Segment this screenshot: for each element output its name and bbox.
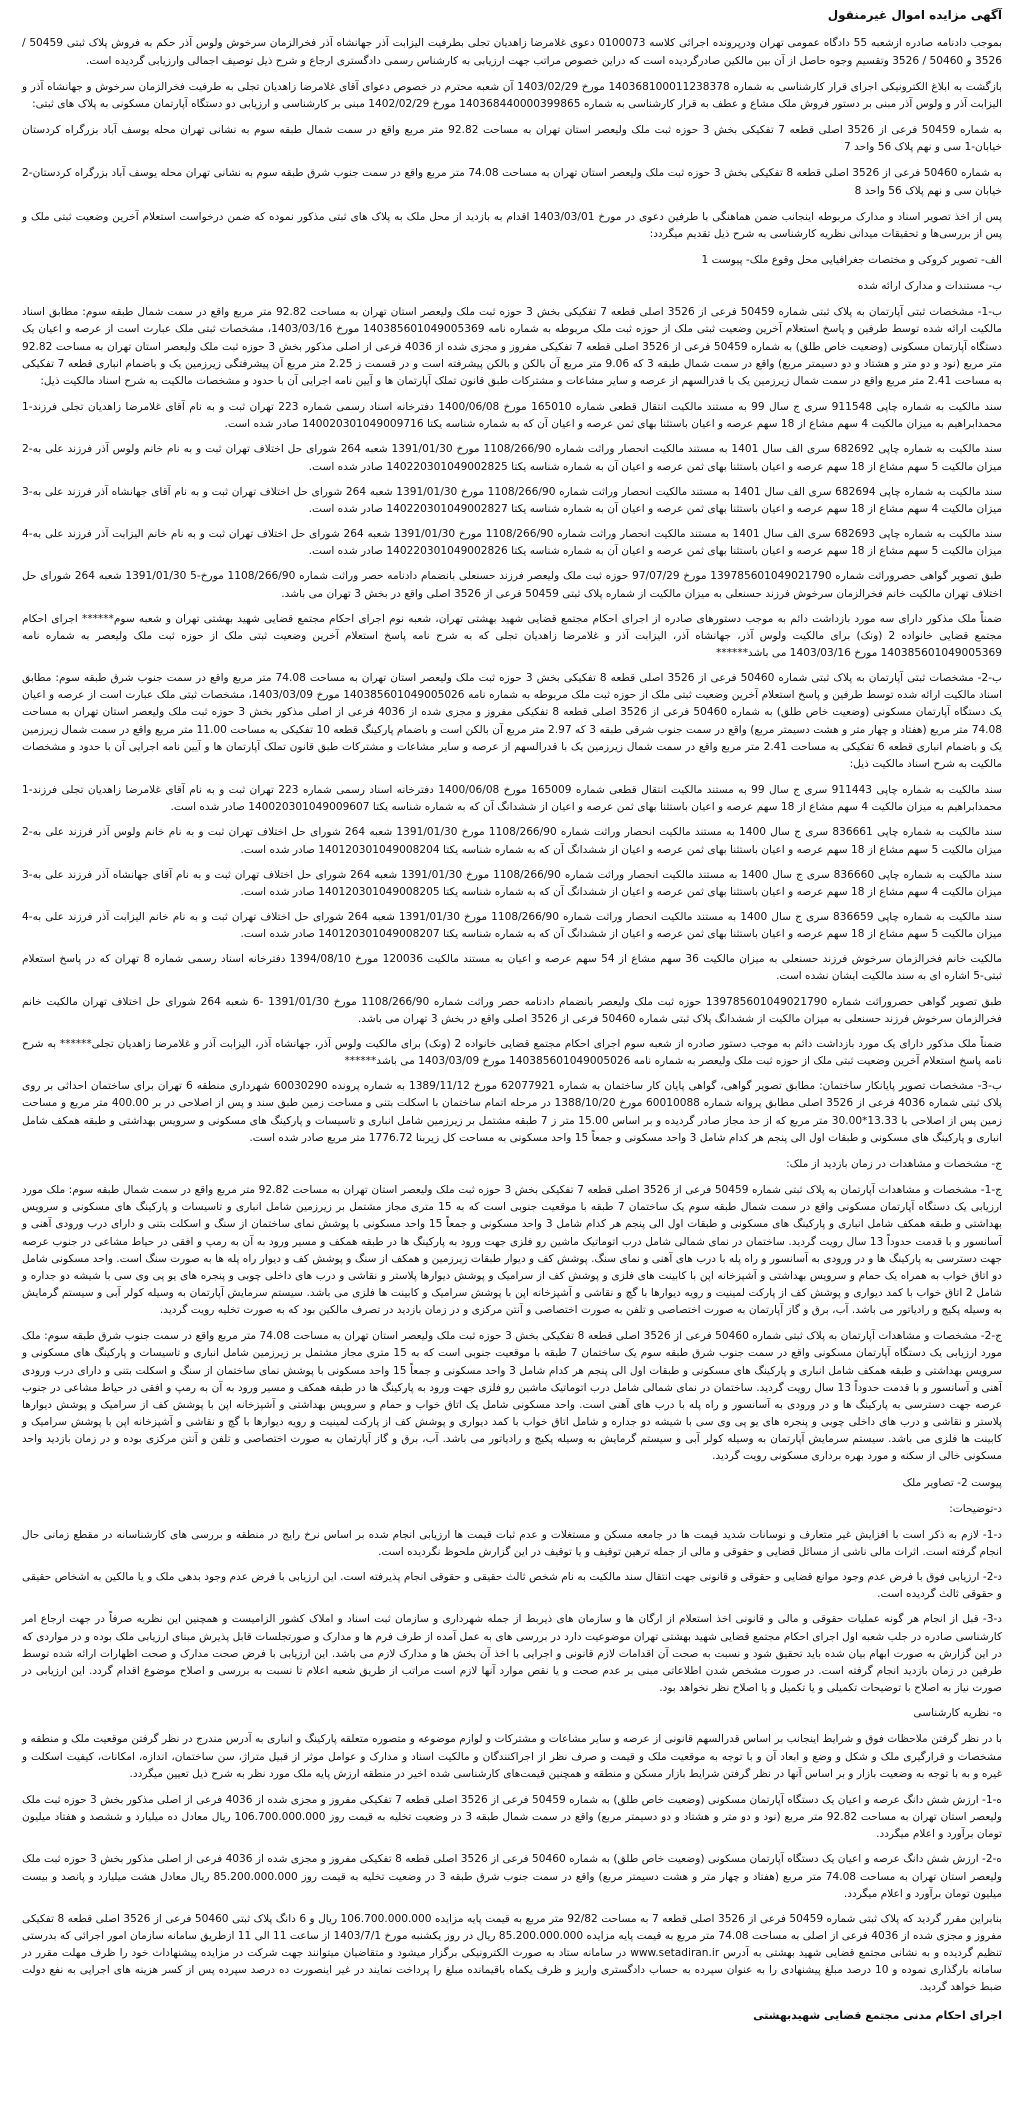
section-alef-heading: الف- تصویر کروکی و مختصات جغرافیایی محل وقوع ملک- پیوست 1: [701, 254, 1002, 266]
intro-paragraph: بازگشت به ابلاغ الکترونیکی اجرای قرار کارشناسی به شماره 140368100011238378 مورخ 1403/02/29 آن شعبه محترم در خصوص دعوای آقای غلامرضا زاهدیان تجلی به طرفیت فخرالزمان سرخوش و جهانشاه آذر و الیزابت آذر و ولوس آذر مبنی بر دستور فروش ملک مشاع و عطف به قرار کارشناسی به شماره 140368440000399865 مورخ 1402/02/29 مبنی بر کارشناسی و ارزیابی دو دستگاه آپارتمان مسکونی به پلاک های ثبتی:: [22, 80, 1002, 110]
section-dal-heading: د-توضیحات:: [949, 1502, 1002, 1515]
valuation-item: ه-2- ارزش شش دانگ عرصه و اعیان یک دستگاه آپارتمان مسکونی (وضعیت خاص طلق) به شماره 50460 فرعی از 3526 اصلی قطعه 8 تفکیکی مفروز و مجزی شده از 4036 فرعی از اصلی مذکور بخش 3 حوزه ثبت ملک ولیعصر استان تهران به مساحت 74.08 متر مربع (هفتاد و چهار متر و هشت دسیمتر مربع) واقع در سمت جنوب شرق طبقه 3 در وضعیت تخلیه به قیمت روز 85.200.000.000 ریال معادل هشت میلیارد و پانصد و بیست میلیون تومان برآورد و اعلام میگردد.: [22, 1853, 1002, 1900]
attachment-2-label: پیوست 2- تصاویر ملک: [902, 1476, 1002, 1489]
property2-seizure-note: ضمناً ملک مذکور دارای یک مورد بازداشت دائم به موجب دستور صادره از شعبه سوم اجرای احکام مجتمع قضایی خانواده 2 (ونک) برای مالکیت ولوس آذر، جهانشاه آذر، الیزابت آذر و غلامرضا زاهدیان تجلی****** به شرح نامه پاسخ استعلام آخرین وضعیت ثبتی ملک از حوزه ثبت ملک ولیعصر به شماره نامه 140385601049005026 مورخ 1403/03/09 می باشد******: [22, 1037, 1002, 1068]
intro-paragraph: به شماره 50460 فرعی از 3526 اصلی قطعه 8 تفکیکی بخش 3 حوزه ثبت ملک ولیعصر استان تهران به مساحت 74.08 متر مربع واقع در سمت جنوب شرق طبقه سوم به نشانی تهران محله یوسف آباد بزرگراه کردستان-2 خیابان سی و نهم پلاک 56 واحد 8: [22, 167, 1002, 197]
property1-observations: ج-1- مشخصات و مشاهدات آپارتمان به پلاک ثبتی شماره 50459 فرعی از 3526 اصلی قطعه 7 تفکیکی بخش 3 حوزه ثبت ملک ولیعصر استان تهران به مساحت 92.82 متر مربع واقع در سمت شمال طبقه سوم: ملک مورد ارزیابی یک دستگاه آپارتمان مسکونی واقع در سمت شمال طبقه سوم یک ساختمان 7 طبقه با موقعیت جنوبی است که به 15 متری مجاز مشتمل بر زیرزمین شامل انباری و تاسیسات و پارکینگ های مسکونی و سرویس بهداشتی و طبقه همکف شامل انباری و پارکینگ های مسکونی و طبقات اول الی پنجم هر کدام شامل 3 واحد مسکونی و جمعاً 15 واحد مسکونی با پوشش نمای ساختمان از سنگ و اسکلت بتنی و دارای درب ورودی آهنی و آسانسور و با قدمت حدوداً 13 سال رویت گردید. ساختمان در نمای شمالی شامل درب اتوماتیک ماشین رو فلزی جهت ورود به پارکینگ ها در طبقه همکف و مسیر ورود به آن به رمپ و افقی در حیاط مشاعی در جنوب عرصه جهت دسترسی به پارکینگ ها و در ورودی به آسانسور و راه پله با درب های آهنی و نمای سنگ. پوشش کف و دیوار طبقات زیرزمین و همکف از سنگ و پوشش کف و دیوار راه پله ها به صورت سنگ است. واحد مسکونی شامل دو اتاق خواب به همراه یک حمام و سرویس بهداشتی و آشپزخانه اپن با کابینت های فلزی و پوشش کف از سرامیک و پوشش دیوارها پلاستر و نقاشی و درب های داخلی چوبی و پنجره های یو پی وی سی با شیشه دو جداره و شامل 2 اتاق خواب با کمد دیواری و پوشش کف از پارکت لمینیت و رویه دیوارها با گچ و نقاشی و آشپزخانه اپن با پوشش سرامیک و کابینت ها فلزی می باشد. سیستم سرمایش آپارتمان به وسیله کولر آبی و سیستم گرمایش به وسیله پکیج و رادیاتور می باشد. آب، برق و گاز آپارتمان به صورت اختصاصی و تلفن به صورت اختصاصی و آنتن مرکزی و در زمان بازدید در تصرف مالکین بود که به صورت تخلیه رویت گردید.: [22, 1184, 1003, 1317]
page-title: آگهی مزایده اموال غیرمنقول: [827, 8, 1002, 22]
property1-registration-details: ب-1- مشخصات ثبتی آپارتمان به پلاک ثبتی شماره 50459 فرعی از 3526 اصلی قطعه 7 تفکیکی بخش 3 حوزه ثبت ملک ولیعصر استان تهران به مساحت 92.82 متر مربع واقع در سمت شمال طبقه سوم: مطابق اسناد مالکیت ارائه شده توسط طرفین و پاسخ استعلام آخرین وضعیت ثبتی ملک از حوزه ثبت ملک مربوطه به شماره نامه 140385601049005369 مورخ 1403/03/16، مشخصات ثبتی ملک عبارت است از عرصه و اعیان یک دستگاه آپارتمان مسکونی (وضعیت خاص طلق) به شماره 50459 فرعی از 3526 اصلی قطعه 7 تفکیکی مفروز و مجزی شده از 4036 فرعی از اصلی مذکور بخش 3 حوزه ثبت ملک ولیعصر استان تهران به مساحت 92.82 متر مربع (نود و دو متر و هشتاد و دو دسیمتر مربع) واقع در سمت شمال طبقه 3 که 9.06 متر مربع آن بالکن و بالکن پیشرفته است و در قسمت ز 2.25 متر مربع آن پیشرفتگی زیرزمین یک و باضمام انباری قطعه 7 تفکیکی به مساحت 2.41 متر مربع واقع در سمت شمال زیرزمین یک با قدرالسهم از عرصه و سایر مشاعات و مشترکات طبق قانون تملک آپارتمان ها و آیین نامه اجرایی آن با حدود و مشخصات مالکیت به شرح اسناد مالکیت ذیل:: [22, 306, 1003, 387]
issuing-authority: اجرای احکام مدنی مجتمع قضایی شهیدبهشتی: [753, 2008, 1002, 2022]
auction-conditions: بنابراین مقرر گردید که پلاک ثبتی شماره 50459 فرعی از 3526 اصلی قطعه 7 به مساحت 92/82 متر مربع به قیمت پایه مزایده 106.700.000.000 ریال و 6 دانگ پلاک ثبتی 50460 فرعی از 3526 اصلی قطعه 8 تفکیکی مفروز و مجزی شده از 4036 فرعی از اصلی به مساحت 74.08 متر مربع به قیمت پایه مزایده 85.200.000.000 ریال در روز یکشنبه مورخ 1403/7/1 از ساعت 11 الی 11 ازطریق سامانه سازمان امور اجرائی که بدرستی تنظیم گردیده و به نشانی مجتمع قضایی شهید بهشتی به آدرس www.setadiran.ir در سامانه ستاد به صورت الکترونیکی برگزار میشود و متقاضیان میتوانند جهت شرکت در مزایده پیشنهادات خود را ظرف مهلت مقرر در سامانه بارگذاری نموده و 10 درصد مبلغ پیشنهادی را به عنوان سپرده به حساب دادگستری واریز و ظرف یکماه باقیمانده مبلغ را پرداخت نمایند در غیر اینصورت ده درصد سپرده پس از کسر هزینه های اجرایی به نفع دولت ضبط خواهد گردید.: [22, 1912, 1002, 1994]
property1-deed-item: سند مالکیت به شماره چاپی 682693 سری الف سال 1401 به مستند مالکیت انحصار وراثت شماره 1108/266/90 مورخ 1391/01/30 شعبه 264 شورای حل اختلاف تهران ثبت و به نام خانم الیزابت آذر فرزند علی به-4 میزان مالکیت 5 سهم مشاع از 18 سهم عرصه و اعیان باستثنا بهای ثمن عرصه و اعیان آن به شماره شناسه یکتا 140220301049002826 صادر شده است.: [22, 528, 1002, 558]
property1-deed-item: طبق تصویر گواهی حصروراثت شماره 139785601049021790 مورخ 97/07/29 حوزه ثبت ملک ولیعصر فرزند حسنعلی بانضمام دادنامه حصر وراثت شماره 1108/266/90 مورخ-5 1391/01/30 شعبه 264 شورای حل اختلاف تهران مالکیت خانم فخرالزمان سرخوش فرزند حسنعلی به میزان مالکیت از شماره پلاک ثبتی 50459 فرعی از 3526 اصلی واقع در بخش 3 تهران می باشد.: [22, 570, 1002, 600]
property2-deed-item: سند مالکیت به شماره چاپی 911443 سری ج سال 99 به مستند مالکیت انتقال قطعی شماره 165009 مورخ 1400/06/08 دفترخانه اسناد رسمی شماره 223 تهران ثبت و به نام آقای غلامرضا زاهدیان تجلی فرزند-1 محمدابراهیم به میزان مالکیت 4 سهم مشاع از 18 سهم عرصه و اعیان باستثنا بهای ثمن عرصه و اعیان از ششدانگ آن که به شماره شناسه یکتا 140020301049009607 صادر شده است.: [22, 784, 1003, 814]
property2-registration-details: ب-2- مشخصات ثبتی آپارتمان به پلاک ثبتی شماره 50460 فرعی از 3526 اصلی قطعه 8 تفکیکی بخش 3 حوزه ثبت ملک ولیعصر استان تهران به مساحت 74.08 متر مربع واقع در سمت جنوب شرق طبقه سوم: مطابق اسناد مالکیت ارائه شده توسط طرفین و پاسخ استعلام آخرین وضعیت ثبتی ملک از حوزه ثبت ملک مربوطه به شماره نامه 140385601049005026 مورخ 1403/03/09، مشخصات ثبتی ملک عبارت است از عرصه و اعیان یک دستگاه آپارتمان مسکونی (وضعیت خاص طلق) به شماره 50460 فرعی از 3526 اصلی قطعه 8 تفکیکی مفروز و مجزی شده از 4036 فرعی از اصلی مذکور بخش 3 حوزه ثبت ملک ولیعصر استان تهران به مساحت 74.08 متر مربع (هفتاد و چهار متر و هشت دسیمتر مربع) واقع در سمت جنوب شرقی طبقه 3 که 2.97 متر مربع آن بالکن است و باضمام پارکینگ قطعه 10 تفکیکی به مساحت 11.00 متر مربع واقع در سمت شمال زیرزمین یک و باضمام انباری قطعه 6 تفکیکی به مساحت 2.41 متر مربع واقع در سمت شمال زیرزمین یک با قدرالسهم از عرصه و سایر مشاعات و مشترکات طبق قانون تملک آپارتمان ها و آیین نامه اجرایی آن با حدود و مشخصات مالکیت به شرح اسناد مالکیت ذیل:: [22, 672, 1003, 770]
intro-paragraph: بموجب دادنامه صادره ازشعبه 55 دادگاه عمومی تهران ودرپرونده اجرائی کلاسه 0100073 دعوی غلامرضا زاهدیان تجلی بطرفیت الیزابت آذر جهانشاه آذر فخرالزمان سرخوش ولوس آذر حکم به فروش پلاک ثبتی 50459 / 3526 و 50460 / 3526 وتقسیم وجوه حاصل از آن بین مالکین صادرگردیده است که دراین خصوص مراتب جهت ارزیابی به کارشناس رسمی دادگستری ارجاع و شرح ذیل توصیف اجمالی وارزیابی گردیده است.: [22, 37, 1002, 67]
building-completion-certificate: ب-3- مشخصات تصویر پایانکار ساختمان: مطابق تصویر گواهی، گواهی پایان کار ساختمان به شماره 62077921 مورخ 1389/11/12 به شماره پرونده 60030290 شهرداری منطقه 6 تهران برای ساختمان احداثی بر روی پلاک ثبتی شماره 4036 فرعی از 3526 اصلی مطابق پروانه شماره 60010088 مورخ 1388/10/20 در مرحله اتمام ساختمان با اسکلت بتنی و مساحت زمین طبق سند و پس از اصلاحی در بر 400.00 متر مربع و مساحت زمین پس از اصلاحی با 13.33*30.00 متر مربع که از حد مجاز صادر گردیده و بر اساس 15.00 متر ز 7 طبقه مشتمل بر زیرزمین شامل انباری و تاسیسات و پارکینگ های مسکونی و سرویس بهداشتی و طبقه همکف شامل انباری و پارکینگ های مسکونی و طبقات اول الی پنجم هر کدام شامل 3 واحد مسکونی و جمعاً 15 واحد مسکونی به مساحت کل زیربنا 1776.72 متر مربع صادر شده است.: [22, 1080, 1003, 1144]
section-he-heading: ه- نظریه کارشناسی: [913, 1707, 1002, 1720]
property1-deed-item: سند مالکیت به شماره چاپی 682692 سری الف سال 1401 به مستند مالکیت انحصار وراثت شماره 1108/266/90 مورخ 1391/01/30 شعبه 264 شورای حل اختلاف تهران ثبت و به نام خانم ولوس آذر فرزند علی به-2 میزان مالکیت 5 سهم مشاع از 18 سهم عرصه و اعیان باستثنا بهای ثمن عرصه و اعیان آن به شماره شناسه یکتا 140220301049002825 صادر شده است.: [22, 443, 1002, 473]
property1-deed-item: سند مالکیت به شماره چاپی 682694 سری الف سال 1401 به مستند مالکیت انحصار وراثت شماره 1108/266/90 مورخ 1391/01/30 شعبه 264 شورای حل اختلاف تهران ثبت و به نام آقای جهانشاه آذر فرزند علی به-3 میزان مالکیت 4 سهم مشاع از 18 سهم عرصه و اعیان باستثنا بهای ثمن عرصه و اعیان آن به شماره شناسه یکتا 140220301049002827 صادر شده است.: [22, 485, 1002, 515]
property1-deed-item: سند مالکیت به شماره چاپی 911548 سری ج سال 99 به مستند مالکیت انتقال قطعی شماره 165010 مورخ 1400/06/08 دفترخانه اسناد رسمی شماره 223 تهران ثبت و به نام آقای غلامرضا زاهدیان تجلی فرزند-1 محمدابراهیم به میزان مالکیت 4 سهم مشاع از 18 سهم عرصه و اعیان باستثنا بهای ثمن عرصه و اعیان آن که به شماره شناسه یکتا 140020301049009716 صادر شده است.: [22, 401, 1003, 431]
explanation-item: د-1- لازم به ذکر است با افزایش غیر متعارف و نوسانات شدید قیمت ها در جامعه مسکن و مستغلات و عدم ثبات قیمت ها ارزیابی انجام شده بر اساس نرخ رایج در منطقه و بررسی های کارشناسانه در مقطع زمانی حال انجام گرفته است. اثرات مالی ناشی از مسائل قضایی و حقوقی و مالی از جمله ترهین توقیف و یا توقیف در این گزارش ملحوظ نگردیده است.: [22, 1528, 1002, 1558]
property2-deed-item: سند مالکیت به شماره چاپی 836660 سری ج سال 1400 به مستند مالکیت انحصار وراثت شماره 1108/266/90 مورخ 1391/01/30 شعبه 264 شورای حل اختلاف تهران ثبت و به نام آقای جهانشاه آذر فرزند علی به-3 میزان مالکیت 4 سهم مشاع از 18 سهم عرصه و اعیان باستثنا بهای ثمن عرصه و اعیان از ششدانگ آن که به شماره شناسه یکتا 140120301049008205 صادر شده است.: [22, 868, 1002, 898]
explanation-item: د-2- ارزیابی فوق با فرض عدم وجود موانع قضایی و حقوقی و قانونی جهت انتقال سند مالکیت به نام شخص ثالث حقیقی و حقوقی انجام پذیرفته است. این ارزیابی با فرض عدم وجود بدهی ملک و یا مالکین به اشخاص حقیقی و حقوقی ثالث گردیده است.: [22, 1571, 1002, 1601]
property2-observations: ج-2- مشخصات و مشاهدات آپارتمان به پلاک ثبتی شماره 50460 فرعی از 3526 اصلی قطعه 8 تفکیکی بخش 3 حوزه ثبت ملک ولیعصر استان تهران به مساحت 74.08 متر مربع واقع در سمت جنوب شرق طبقه سوم: ملک مورد ارزیابی یک دستگاه آپارتمان مسکونی واقع در سمت جنوب شرق طبقه سوم یک ساختمان 7 طبقه با موقعیت جنوبی است که به 15 متری مجاز مشتمل بر زیرزمین شامل انباری و تاسیسات و پارکینگ های مسکونی و سرویس بهداشتی و طبقه همکف شامل انباری و پارکینگ های مسکونی و طبقات اول الی پنجم هر کدام شامل 3 واحد مسکونی و جمعاً 15 واحد مسکونی با پوشش نمای ساختمان از سنگ و اسکلت بتنی و دارای درب ورودی آهنی و آسانسور و با قدمت حدوداً 13 سال رویت گردید. ساختمان در نمای شمالی شامل درب اتوماتیک ماشین رو فلزی جهت ورود به پارکینگ ها در طبقه همکف و مسیر ورود به آن به رمپ و افقی در حیاط مشاعی در جنوب عرصه جهت دسترسی به پارکینگ ها و در ورودی به آسانسور و راه پله با درب های آهنی است. واحد مسکونی شامل یک اتاق خواب و حمام و سرویس بهداشتی و آشپزخانه اپن با پوشش کف از سرامیک و پوشش دیوارها پلاستر و نقاشی و درب های داخلی چوبی و پنجره های یو پی وی سی با شیشه دو جداره و شامل اتاق خواب با کمد دیواری و پوشش کف از پارکت لمینیت و رویه دیوارها با گچ و نقاشی و آشپزخانه اپن با پوشش سرامیک و کابینت ها فلزی می باشد. سیستم سرمایش آپارتمان به وسیله کولر آبی و سیستم گرمایش به وسیله پکیج و رادیاتور می باشد. آب، برق و گاز آپارتمان به صورت اختصاصی و تلفن و آنتن مرکزی بوده و در زمان بازدید واحد مسکونی خالی از سکنه و مورد بهره برداری مسکونی رویت گردید.: [22, 1330, 1002, 1463]
intro-paragraph: به شماره 50459 فرعی از 3526 اصلی قطعه 7 تفکیکی بخش 3 حوزه ثبت ملک ولیعصر استان تهران به مساحت 92.82 متر مربع واقع در سمت شمال طبقه سوم به نشانی تهران محله یوسف آباد بزرگراه کردستان خیابان-1 سی و نهم پلاک 56 واحد 7: [22, 124, 1002, 154]
property2-deed-item: طبق تصویر گواهی حصروراثت شماره 139785601049021790 حوزه ثبت ملک ولیعصر بانضمام دادنامه حصر وراثت شماره 1108/266/90 مورخ 1391/01/30 -6 شعبه 264 شورای حل اختلاف تهران مالکیت خانم فخرالزمان سرخوش فرزند حسنعلی به میزان مالکیت از ششدانگ پلاک ثبتی شماره 50460 فرعی از 3526 اصلی واقع در بخش 3 تهران می باشد.: [22, 995, 1002, 1025]
auction-notice-document: [12, 0, 1012, 2044]
valuation-item: ه-1- ارزش شش دانگ عرصه و اعیان یک دستگاه آپارتمان مسکونی (وضعیت خاص طلق) به شماره 50459 فرعی از 3526 اصلی قطعه 7 تفکیکی مفروز و مجزی شده از 4036 فرعی از اصلی مذکور بخش 3 حوزه ثبت ملک ولیعصر استان تهران به مساحت 92.82 متر مربع (نود و دو متر و هشتاد و دو دسیمتر مربع) واقع در سمت شمال طبقه 3 در وضعیت تخلیه به قیمت روز 106.700.000.000 ریال معادل ده میلیارد و ششصد و هفتاد میلیون تومان برآورد و اعلام میگردد.: [22, 1793, 1002, 1841]
property2-deed-item: سند مالکیت به شماره چاپی 836659 سری ج سال 1400 به مستند مالکیت انحصار وراثت شماره 1108/266/90 مورخ 1391/01/30 شعبه 264 شورای حل اختلاف تهران ثبت و به نام خانم الیزابت آذر فرزند علی به-4 میزان مالکیت 5 سهم مشاع از 18 سهم عرصه و اعیان باستثنا بهای ثمن عرصه و اعیان از ششدانگ آن که به شماره شناسه یکتا 140120301049008207 صادر شده است.: [22, 911, 1002, 941]
expert-opinion-intro: با در نظر گرفتن ملاحظات فوق و شرایط اینجانب بر اساس قدرالسهم قانونی از عرصه و سایر مشاعات و مشترکات و لوازم موضوعه و متصوره متعلقه پارکینگ و انباری به آدرس مندرج در نظر گرفتن موقعیت ملک و منطقه و مشخصات و قرارگیری ملک و شکل و وضع و ابعاد آن و با توجه به موقعیت ملک و قیمت و صرف نظر از اجراکنندگان و مالکیت اسناد و مدارک و عوامل موثر از قبیل متراژ، سن ساختمان، اندازه، امکانات، کیفیت اسکلت و غیره و به با توجه به وضعیت بازار و بر اساس آنها در نظر گرفتن شرایط بازار مسکن و منطقه و همچنین قیمت‌های کارشناسی شده اخیر در منطقه ارزش پایه ملک مورد نظر به شرح ذیل تعیین میگردد.: [22, 1733, 1002, 1780]
property2-deed-item: مالکیت خانم فخرالزمان سرخوش فرزند حسنعلی به میزان مالکیت 36 سهم مشاع از 54 سهم عرصه و اعیان به مستند مالکیت 120036 مورخ 1394/08/10 دفترخانه اسناد رسمی شماره 8 تهران که در پاسخ استعلام ثبتی-5 اشاره ای به سند مالکیت ایشان نشده است.: [22, 953, 1003, 983]
property2-deed-item: سند مالکیت به شماره چاپی 836661 سری ج سال 1400 به مستند مالکیت انحصار وراثت شماره 1108/266/90 مورخ 1391/01/30 شعبه 264 شورای حل اختلاف تهران ثبت و به نام خانم ولوس آذر فرزند علی به-2 میزان مالکیت 5 سهم مشاع از 18 سهم عرصه و اعیان باستثنا بهای ثمن عرصه و اعیان از ششدانگ آن که به شماره شناسه یکتا 140120301049008204 صادر شده است.: [22, 826, 1002, 856]
explanation-item: د-3- قبل از انجام هر گونه عملیات حقوقی و مالی و قانونی اخذ استعلام از ارگان ها و سازمان های ذیربط از جمله شهرداری و سازمان ثبت اسناد و املاک کشور الزامیست و همچنین این نظریه صرفاً در جهت ارجاع امر کارشناسی صادره در جلب شعبه اول اجرای احکام مجتمع قضایی شهید بهشتی تهران موضوعیت دارد در بررسی های به عمل آمده از طرف فرم ها و مدارک و صورتجلسات قابل پذیرش مبنای ارزیابی ملک بوده و در مواردی که در این گزارش به صورت ابهام بیان شده باید تحقیق شود و نسبت به صحت آن اقدامات لازم قانونی و اجرایی با اخذ آن بخش ها و مدارک لازم می باشد. این ارزیابی با فرض صحت مدارک و صحت اظهارات ارائه شده توسط طرفین در زمان بازدید انجام گرفته است. در صورت مشخص شدن اطلاعاتی مبنی بر عدم صحت و یا نقص موارد آنها لازم است مراتب از طریق شعبه اعلام تا نسبت به بررسی و اصلاح موضوع اقدام گردد. این ارزیابی در صورت نیاز به اصلاح با توضیحات تکمیلی و یا تکمیل و یا اصلاح نظر نخواهد بود.: [22, 1613, 1002, 1695]
intro-paragraph: پس از اخذ تصویر اسناد و مدارک مربوطه اینجانب ضمن هماهنگی با طرفین دعوی در مورخ 1403/03/01 اقدام به بازدید از محل ملک به پلاک های ثبتی مذکور نموده که ضمن درخواست استعلام آخرین وضعیت ثبتی ملک و پس از بررسی‌ها و تحقیقات میدانی نظریه کارشناسی به شرح ذیل تقدیم میگردد:: [22, 210, 1002, 240]
property1-seizure-note: ضمناً ملک مذکور دارای سه مورد بازداشت دائم به موجب دستورهای صادره از اجرای احکام مجتمع قضایی شهید بهشتی تهران، شعبه نوم اجرای احکام مجتمع قضایی شهید بهشتی تهران و شعبه سوم****** اجرای احکام مجتمع قضایی خانواده 2 (ونک) برای مالکیت ولوس آذر، جهانشاه آذر، الیزابت آذر و غلامرضا زاهدیان تجلی که به شرح نامه پاسخ استعلام آخرین وضعیت ثبتی ملک از حوزه ثبت ملک ولیعصر به شماره نامه 140385601049005369 مورخ 1403/03/16 می باشد******: [22, 612, 1002, 659]
section-be-heading: ب- مستندات و مدارک ارائه شده: [857, 280, 1002, 293]
section-jim-heading: ج- مشخصات و مشاهدات در زمان بازدید از ملک:: [786, 1157, 1002, 1170]
